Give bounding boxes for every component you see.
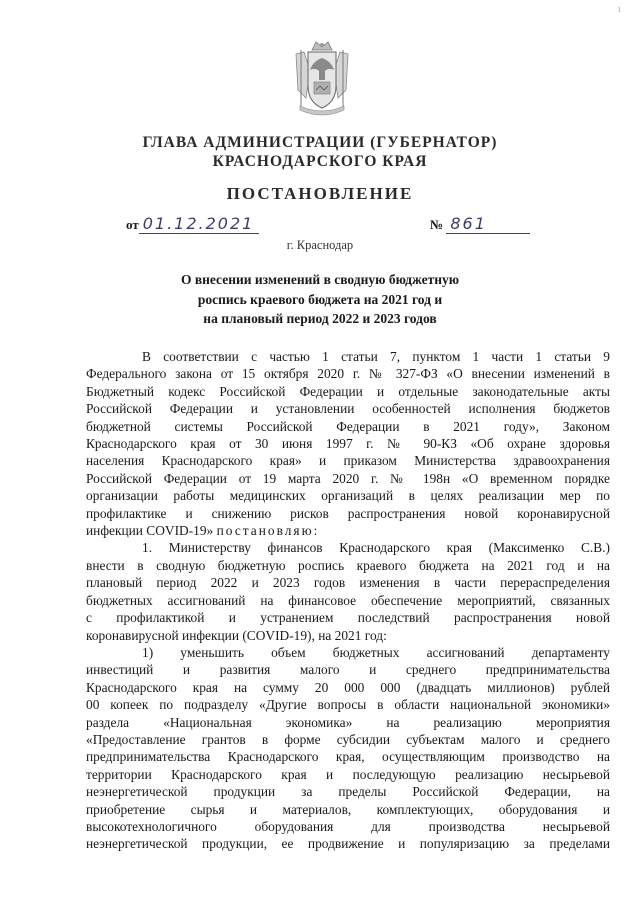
body-line: 1) уменьшить объем бюджетных ассигнований департаменту	[142, 644, 610, 660]
body-line: коронавирусной инфекции (COVID-19), на 2021 год:	[86, 627, 387, 643]
document-type: ПОСТАНОВЛЕНИЕ	[226, 184, 414, 203]
body-line: организации работы медицинских организаций в целях реализации мер по	[86, 488, 610, 504]
subject-line: роспись краевого бюджета на 2021 год и	[197, 291, 443, 307]
body-line: населения Краснодарского края» и приказом Министерства здравоохранения	[86, 453, 610, 469]
subject-line: О внесении изменений в сводную бюджетную	[180, 272, 460, 287]
body-line: предпринимательства Краснодарского края, осуществляющим производство на	[86, 749, 610, 765]
document-body	[86, 348, 610, 853]
body-line: с профилактикой и устранением последствий распространения новой	[86, 610, 610, 626]
authority-title-line-1: ГЛАВА АДМИНИСТРАЦИИ (ГУБЕРНАТОР)	[142, 134, 498, 151]
resolution-keyword: постановляю:	[216, 523, 320, 539]
subject-line: на плановый период 2022 и 2023 годов	[203, 311, 437, 326]
number-value: 861	[446, 214, 530, 234]
body-line: Российской Федерации и установлении особенностей исполнения бюджетов	[86, 401, 610, 417]
date-value: 01.12.2021	[139, 214, 259, 234]
body-text: инфекции COVID-19»	[86, 523, 214, 539]
body-line: раздела «Национальная экономика» на реализацию мероприятия	[86, 714, 610, 730]
body-line: «Предоставление грантов в форме субсидии субъектам малого и среднего	[86, 731, 610, 747]
body-line: высокотехнологичного оборудования для производства несырьевой	[86, 818, 610, 834]
body-line: Бюджетный кодекс Российской Федерации и отдельные законодательные акты	[86, 383, 610, 399]
document-subject	[0, 270, 640, 329]
body-line: профилактике и снижению рисков распространения новой коронавирусной	[86, 505, 610, 521]
body-line: В соответствии с частью 1 статьи 7, пунктом 1 части 1 статьи 9	[142, 349, 610, 364]
body-line: Федерального закона от 15 октября 2020 г. № 327-ФЗ «О внесении изменений в	[86, 366, 610, 382]
body-line: бюджетных ассигнований на финансовое обеспечение мероприятий, связанных	[86, 592, 610, 608]
body-line: бюджетной системы Российской Федерации в 2021 году», Законом	[86, 418, 610, 434]
body-line: плановый период 2022 и 2023 годов изменения в части перераспределения	[86, 575, 610, 591]
body-line: неэнергетической продукции за пределы Российской Федерации, на	[86, 784, 610, 800]
document-number	[430, 214, 530, 234]
number-prefix: №	[430, 217, 444, 232]
body-line: 00 копеек по подразделу «Другие вопросы в области национальной экономики»	[86, 697, 610, 713]
body-line: неэнергетической продукции, ее продвижение и популяризацию за пределами	[86, 836, 610, 852]
body-line: внести в сводную бюджетную роспись краевого бюджета на 2021 год и на	[86, 557, 610, 573]
date-prefix: от	[126, 217, 139, 232]
page-number: 1	[617, 6, 622, 14]
authority-title-line-2: КРАСНОДАРСКОГО КРАЯ	[212, 153, 428, 170]
krasnodar-coat-of-arms-emblem	[290, 40, 354, 118]
city-line: г. Краснодар	[286, 238, 354, 252]
body-line: инвестиций и развития малого и среднего предпринимательства	[86, 662, 610, 678]
body-line: приобретение сырья и материалов, комплектующих, оборудования и	[86, 801, 610, 817]
body-line: Краснодарского края от 30 июня 1997 г. № 90-КЗ «Об охране здоровья	[86, 436, 610, 452]
body-line: Краснодарского края на сумму 20 000 000 (двадцать миллионов) рублей	[86, 679, 610, 695]
document-date	[126, 214, 259, 234]
body-line: территории Краснодарского края и последующую реализацию несырьевой	[86, 766, 610, 782]
body-line: 1. Министерству финансов Краснодарского края (Максименко С.В.)	[142, 540, 610, 556]
body-line: Российской Федерации от 19 марта 2020 г. № 198н «О временном порядке	[86, 470, 610, 486]
body-line	[86, 522, 610, 539]
